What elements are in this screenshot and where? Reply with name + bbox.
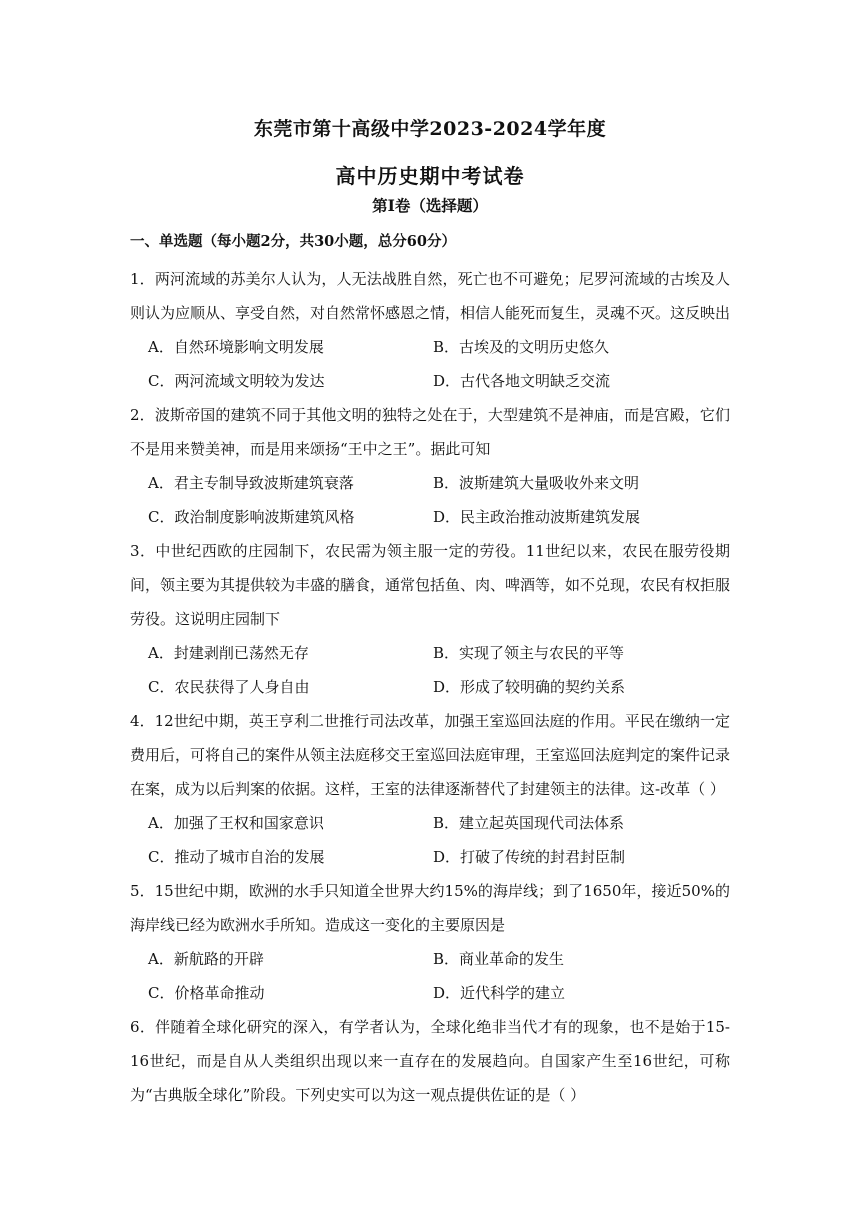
options [130,636,730,704]
option-b: B．实现了领主与农民的平等 [433,644,625,662]
option-c: C．两河流域文明较为发达 [148,372,325,390]
question-stem: 2．波斯帝国的建筑不同于其他文明的独特之处在于，大型建筑不是神庙，而是宫殿，它们不是用来赞美神，而是用来颂扬“王中之王”。据此可知 [130,406,730,458]
question-2 [130,398,730,534]
volume-heading: 第Ⅰ卷（选择题） [372,196,488,215]
question-list [130,262,730,1112]
question-3 [130,534,730,704]
option-b: B．建立起英国现代司法体系 [433,814,625,832]
option-b: B．波斯建筑大量吸收外来文明 [433,474,640,492]
question-stem: 6．伴随着全球化研究的深入，有学者认为，全球化绝非当代才有的现象，也不是始于15-16世纪，而是自从人类组织出现以来一直存在的发展趋向。自国家产生至16世纪，可称为“古典版全球化”阶段。下列史实可以为这一观点提供佐证的是（ ） [130,1018,730,1104]
question-1 [130,262,730,398]
options [130,942,730,1010]
options [130,806,730,874]
section-heading: 一、单选题（每小题2分，共30小题，总分60分） [130,233,456,250]
question-stem: 3．中世纪西欧的庄园制下，农民需为领主服一定的劳役。11世纪以来，农民在服劳役期间，领主要为其提供较为丰盛的膳食，通常包括鱼、肉、啤酒等，如不兑现，农民有权拒服劳役。这说明庄园制下 [130,542,731,628]
option-d: D．形成了较明确的契约关系 [433,678,626,696]
question-5 [130,874,730,1010]
option-d: D．民主政治推动波斯建筑发展 [433,508,641,526]
option-d: D．打破了传统的封君封臣制 [433,848,626,866]
options [130,330,730,398]
exam-title: 东莞市第十高级中学2023-2024学年度 [253,118,607,140]
option-d: D．近代科学的建立 [433,984,566,1002]
option-c: C．政治制度影响波斯建筑风格 [148,508,355,526]
option-c: C．价格革命推动 [148,984,265,1002]
option-d: D．古代各地文明缺乏交流 [433,372,611,390]
option-c: C．农民获得了人身自由 [148,678,310,696]
option-c: C．推动了城市自治的发展 [148,848,325,866]
option-a: A．自然环境影响文明发展 [148,338,324,356]
option-a: A．新航路的开辟 [148,950,264,968]
option-b: B．古埃及的文明历史悠久 [433,338,610,356]
option-b: B．商业革命的发生 [433,950,565,968]
option-a: A．封建剥削已荡然无存 [148,644,309,662]
options [130,466,730,534]
question-4 [130,704,730,874]
question-stem: 5．15世纪中期，欧洲的水手只知道全世界大约15%的海岸线；到了1650年，接近50%的海岸线已经为欧洲水手所知。造成这一变化的主要原因是 [130,882,730,934]
exam-subtitle: 高中历史期中考试卷 [335,164,525,188]
option-a: A．加强了王权和国家意识 [148,814,324,832]
option-a: A．君主专制导致波斯建筑衰落 [148,474,354,492]
question-stem: 4．12世纪中期，英王亨利二世推行司法改革，加强王室巡回法庭的作用。平民在缴纳一定费用后，可将自己的案件从领主法庭移交王室巡回法庭审理，王室巡回法庭判定的案件记录在案，成为以后判案的依据。这样，王室的法律逐渐替代了封建领主的法律。这-改革（ ） [130,712,731,798]
question-stem: 1．两河流域的苏美尔人认为，人无法战胜自然，死亡也不可避免；尼罗河流域的古埃及人则认为应顺从、享受自然，对自然常怀感恩之情，相信人能死而复生，灵魂不灭。这反映出 [130,270,731,322]
question-6 [130,1010,730,1112]
